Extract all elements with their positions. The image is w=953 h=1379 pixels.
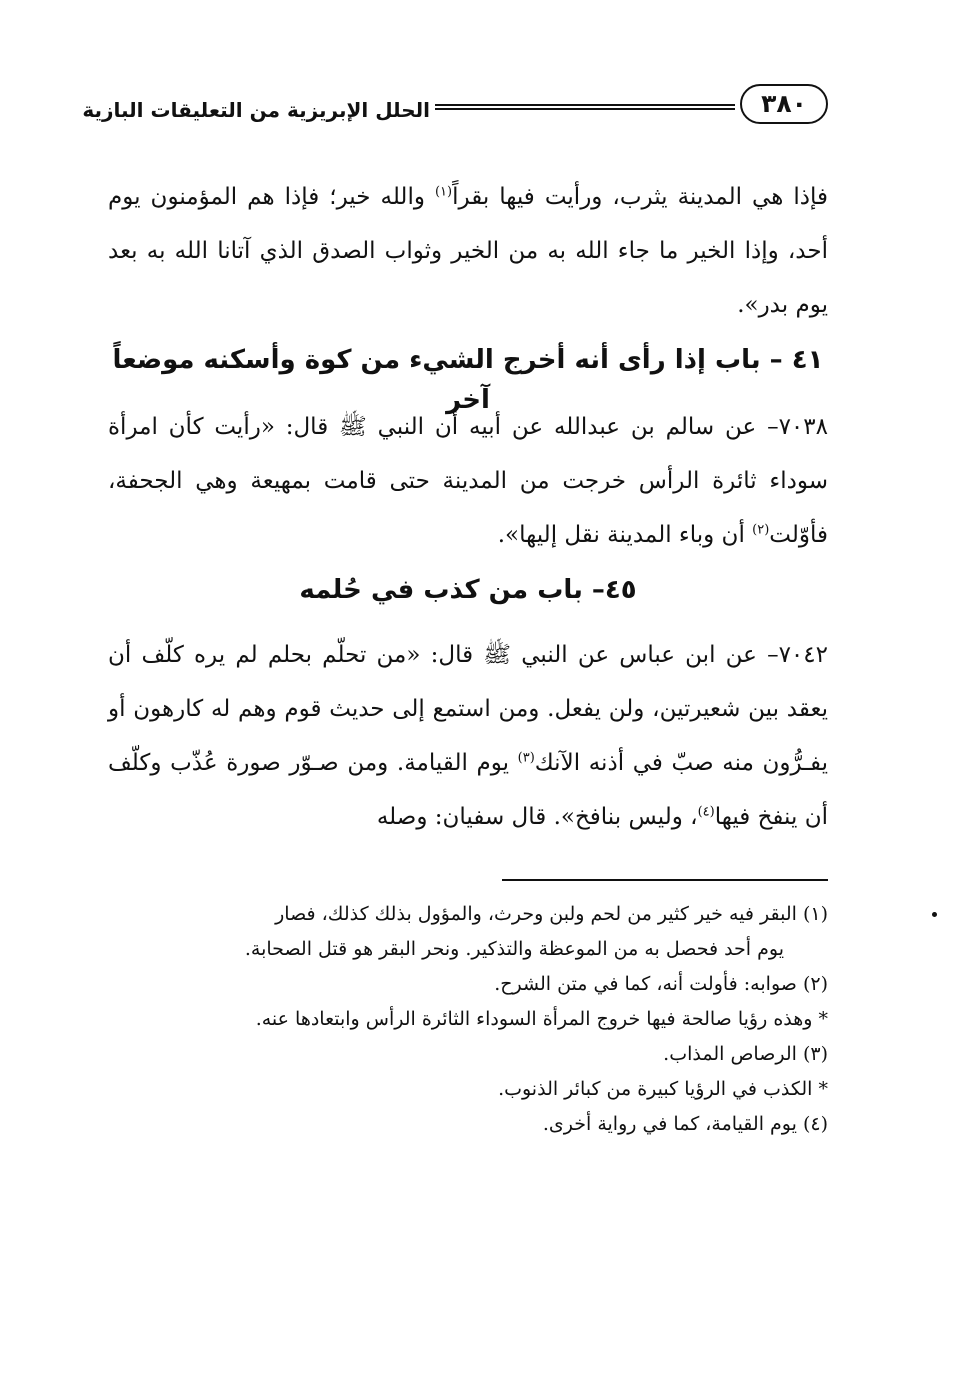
hadith-7038-text-2: أن وباء المدينة نقل إليها».: [497, 522, 753, 548]
intro-text-2: والله خير؛ فإذا هم المؤمنون يوم أحد، وإذا الخير ما جاء الله به من الخير وثواب الصدق الذي آتانا الله به بعد يوم بدر».: [108, 184, 828, 318]
footnote-marker: (١): [802, 903, 828, 925]
asterisk-marker: *: [818, 1008, 828, 1030]
page-header: [82, 80, 830, 132]
header-rule: [435, 104, 735, 114]
footnote-2: [118, 967, 828, 1002]
footnote-text-continuation: يوم أحد فحصل به من الموعظة والتذكير. ونحر البقر هو قتل الصحابة.: [244, 938, 784, 960]
footnote-text: الكذب في الرؤيا كبيرة من كبائر الذنوب.: [498, 1078, 813, 1100]
intro-paragraph: [108, 170, 828, 332]
intro-text-1: فإذا هي المدينة يثرب، ورأيت فيها بقراً: [452, 184, 828, 210]
footnote-text: الرصاص المذاب.: [663, 1043, 797, 1065]
footnote-3: [118, 1037, 828, 1072]
footnote-marker: (٢): [802, 973, 828, 995]
footnote-text: وهذه رؤيا صالحة فيها خروج المرأة السوداء الثائرة الرأس وابتعادها عنه.: [255, 1008, 813, 1030]
footnote-marker: (٤): [802, 1113, 828, 1135]
hadith-7038-text-1: ٧٠٣٨– عن سالم بن عبدالله عن أبيه أن النبي ﷺ قال: «رأيت كأن امرأة سوداء ثائرة الرأس خرجت من المدينة حتى قامت بمهيعة وهي الجحفة، فأوّلت: [108, 414, 828, 548]
book-title: الحلل الإبريزية من التعليقات البازية: [82, 98, 430, 122]
hadith-7042: [108, 628, 828, 844]
hadith-7042-text-1: ٧٠٤٢– عن ابن عباس عن النبي ﷺ قال: «من تحلّم بحلم لم يره كلّف أن يعقد بين شعيرتين، ولن يفعل. ومن استمع إلى حديث قوم وهم له كارهون أو يفـرُّون منه صبّ في أذنه الآنك: [108, 642, 828, 776]
footnote-separator: [502, 879, 828, 881]
hadith-7038: [108, 400, 828, 562]
footnote-note-asterisk-1: [118, 1002, 828, 1037]
footnote-text: صوابه: فأولت أنه، كما في متن الشرح.: [494, 973, 797, 995]
asterisk-marker: *: [818, 1078, 828, 1100]
footnote-1: [118, 897, 828, 967]
footnote-ref-4: (٤): [697, 804, 715, 820]
footnote-text: البقر فيه خير كثير من لحم ولبن وحرث، والمؤول بذلك كذلك، فصار: [275, 903, 797, 925]
hadith-7042-text-3: ، وليس بنافخ». قال سفيان: وصله: [376, 804, 698, 830]
hadith-7042-text-2: يوم القيامة. ومن صـوّر صورة عُذّب وكلّف أن ينفخ فيها: [108, 750, 828, 830]
footnote-text: يوم القيامة، كما في رواية أخرى.: [542, 1113, 797, 1135]
footnote-ref-3: (٣): [517, 750, 535, 766]
footnote-note-asterisk-2: [118, 1072, 828, 1107]
footnotes: [118, 897, 828, 1142]
margin-dot: [932, 912, 937, 917]
section-heading-45: ٤٥– باب من كذب في حُلمه: [299, 575, 637, 605]
page-number: ٣٨٠: [740, 84, 828, 124]
footnote-ref-1: (١): [434, 184, 453, 200]
section-heading-41: ٤١ – باب إذا رأى أنه أخرج الشيء من كوة وأسكنه موضعاً آخر: [112, 345, 824, 415]
footnote-4: [118, 1107, 828, 1142]
footnote-ref-2: (٢): [752, 522, 770, 538]
footnote-marker: (٣): [802, 1043, 828, 1065]
